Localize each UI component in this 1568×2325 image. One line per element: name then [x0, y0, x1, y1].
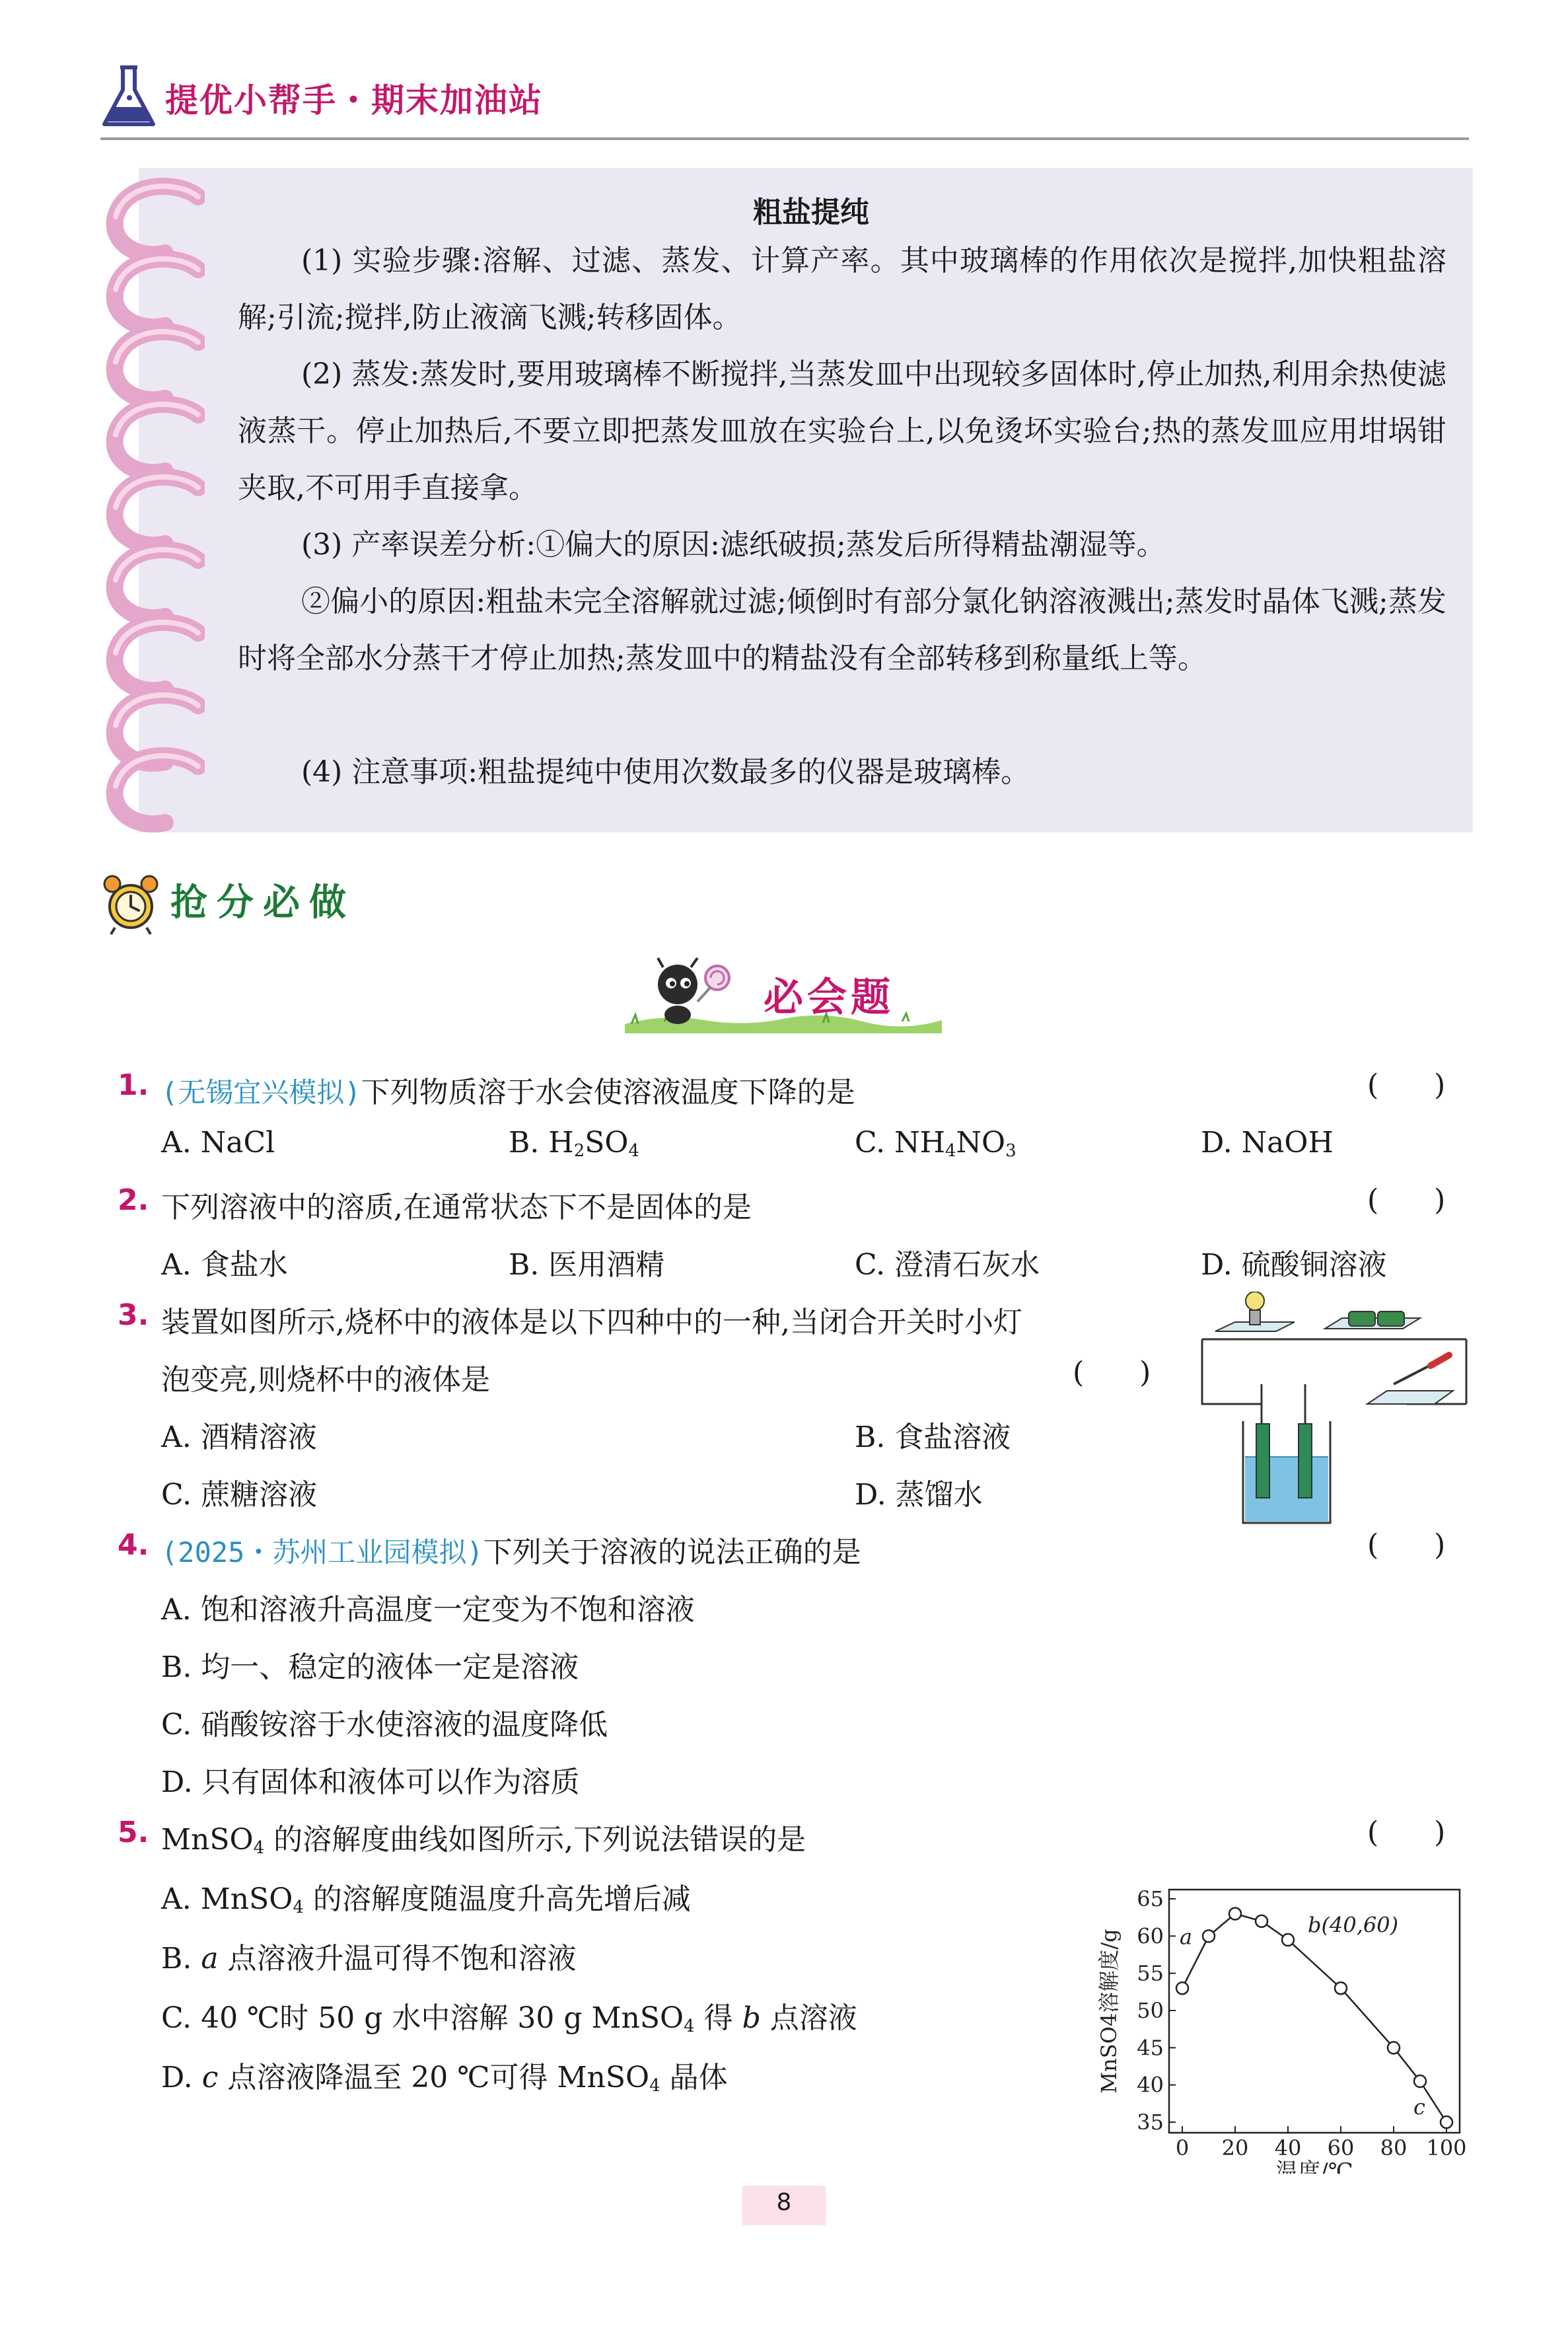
q4-option-a[interactable]: A. 饱和溶液升高温度一定变为不饱和溶液 [161, 1593, 695, 1627]
solubility-chart [1070, 1870, 1473, 2174]
q2-number: 2. [118, 1183, 149, 1217]
q5-option-a[interactable]: A. MnSO$_4$ 的溶解度随温度升高先增后减 [161, 1882, 691, 1917]
data-point [1229, 1908, 1241, 1920]
section-title: 抢分必做 [170, 881, 355, 924]
y-axis-label: MnSO4溶解度/g [1096, 1929, 1122, 2094]
q5-option-b[interactable]: B. a 点溶液升温可得不饱和溶液 [161, 1942, 577, 1975]
q3-option-d[interactable]: D. 蒸馏水 [855, 1478, 983, 1512]
x-tick-label: 40 [1274, 2135, 1302, 2160]
q4-stem: (2025・苏州工业园模拟)下列关于溶液的说法正确的是 [161, 1535, 861, 1569]
q5-number: 5. [118, 1816, 149, 1849]
solubility-curve [1182, 1914, 1446, 2123]
header-divider [100, 137, 1469, 140]
x-axis-label: 温度/℃ [1275, 2159, 1353, 2174]
q1-option-d[interactable]: D. NaOH [1201, 1126, 1334, 1160]
q3-answer-blank[interactable]: ( ) [1073, 1356, 1151, 1389]
header-title: 提优小帮手・期末加油站 [165, 81, 543, 120]
q3-option-a[interactable]: A. 酒精溶液 [161, 1421, 317, 1454]
q3-option-c[interactable]: C. 蔗糖溶液 [161, 1478, 318, 1512]
point-annotation: a [1180, 1924, 1193, 1950]
q4-answer-blank[interactable]: ( ) [1367, 1528, 1446, 1562]
q4-source: (2025・苏州工业园模拟) [161, 1536, 483, 1568]
q5-stem: MnSO$_4$ 的溶解度曲线如图所示,下列说法错误的是 [161, 1823, 806, 1858]
y-tick-label: 40 [1137, 2072, 1164, 2098]
data-point [1176, 1982, 1188, 1994]
page-number: 8 [776, 2189, 792, 2216]
x-tick-label: 60 [1327, 2135, 1355, 2160]
circuit-diagram [1195, 1292, 1479, 1530]
knowledge-paragraph-2: (2) 蒸发:蒸发时,要用玻璃棒不断搅拌,当蒸发皿中出现较多固体时,停止加热,利用余热使滤液蒸干。停止加热后,不要立即把蒸发皿放在实验台上,以免烫坏实验台;热的蒸发皿应用坩埚钳夹取,不可用手直接拿。 [238, 357, 1446, 505]
q3-stem-line1: 装置如图所示,烧杯中的液体是以下四种中的一种,当闭合开关时小灯 [161, 1306, 1022, 1339]
data-point [1203, 1930, 1215, 1942]
knowledge-title: 粗盐提纯 [753, 196, 869, 229]
q4-option-b[interactable]: B. 均一、稳定的液体一定是溶液 [161, 1650, 579, 1684]
q1-number: 1. [118, 1068, 149, 1102]
q2-option-d[interactable]: D. 硫酸铜溶液 [1201, 1248, 1387, 1282]
q1-answer-blank[interactable]: ( ) [1367, 1068, 1446, 1102]
y-tick-label: 45 [1137, 2035, 1164, 2061]
q1-option-b[interactable]: B. $H_2SO_4$ [509, 1126, 639, 1161]
knowledge-paragraph-3: (3) 产率误差分析:①偏大的原因:滤纸破损;蒸发后所得精盐潮湿等。 [301, 528, 1166, 562]
data-point [1388, 2042, 1400, 2053]
y-tick-label: 55 [1137, 1960, 1164, 1986]
q1-stem: (无锡宜兴模拟)下列物质溶于水会使溶液温度下降的是 [161, 1076, 855, 1109]
knowledge-paragraph-4: ②偏小的原因:粗盐未完全溶解就过滤;倾倒时有部分氯化钠溶液溅出;蒸发时晶体飞溅;蒸发时将全部水分蒸干才停止加热;蒸发皿中的精盐没有全部转移到称量纸上等。 [238, 585, 1446, 675]
q4-number: 4. [118, 1528, 149, 1562]
flask-logo-icon [99, 63, 159, 129]
point-annotation: b(40,60) [1308, 1912, 1399, 1938]
q1-source: (无锡宜兴模拟) [161, 1076, 361, 1109]
y-tick-label: 60 [1137, 1923, 1164, 1949]
q2-stem: 下列溶液中的溶质,在通常状态下不是固体的是 [161, 1191, 752, 1224]
q1-option-c[interactable]: C. $NH_4NO_3$ [855, 1126, 1016, 1161]
q3-option-b[interactable]: B. 食盐溶液 [855, 1421, 1011, 1454]
y-tick-label: 50 [1137, 1998, 1164, 2023]
point-annotation: c [1413, 2094, 1425, 2120]
q2-option-a[interactable]: A. 食盐水 [161, 1248, 288, 1282]
y-tick-label: 35 [1137, 2110, 1164, 2135]
x-tick-label: 100 [1426, 2135, 1467, 2160]
data-point [1282, 1934, 1294, 1946]
q4-option-d[interactable]: D. 只有固体和液体可以作为溶质 [161, 1765, 580, 1799]
q5-option-d[interactable]: D. c 点溶液降温至 20 ℃可得 MnSO$_4$ 晶体 [161, 2061, 728, 2096]
q5-answer-blank[interactable]: ( ) [1367, 1816, 1446, 1849]
q4-option-c[interactable]: C. 硝酸铵溶于水使溶液的温度降低 [161, 1708, 608, 1742]
data-point [1335, 1982, 1347, 1994]
x-tick-label: 80 [1380, 2135, 1408, 2160]
y-tick-label: 65 [1137, 1886, 1164, 1911]
x-tick-label: 20 [1221, 2135, 1249, 2160]
q3-number: 3. [118, 1298, 149, 1332]
q1-option-a[interactable]: A. NaCl [161, 1126, 275, 1160]
q3-stem-line2: 泡变亮,则烧杯中的液体是 [161, 1363, 490, 1397]
data-point [1441, 2116, 1452, 2128]
solubility-chart-svg [1070, 1870, 1473, 2174]
q2-answer-blank[interactable]: ( ) [1367, 1183, 1446, 1217]
data-point [1414, 2075, 1426, 2087]
q5-option-c[interactable]: C. 40 ℃时 50 g 水中溶解 30 g MnSO$_4$ 得 b 点溶液 [161, 2001, 857, 2036]
knowledge-paragraph-5: (4) 注意事项:粗盐提纯中使用次数最多的仪器是玻璃棒。 [301, 755, 1030, 789]
q2-option-c[interactable]: C. 澄清石灰水 [855, 1248, 1040, 1282]
q2-option-b[interactable]: B. 医用酒精 [509, 1248, 665, 1282]
data-point [1256, 1915, 1267, 1927]
alarm-clock-icon [99, 869, 162, 936]
knowledge-paragraph-1: (1) 实验步骤:溶解、过滤、蒸发、计算产率。其中玻璃棒的作用依次是搅拌,加快粗盐溶解;引流;搅拌,防止液滴飞溅;转移固体。 [238, 244, 1446, 334]
x-tick-label: 0 [1175, 2135, 1190, 2160]
must-do-subtitle: 必会题 [764, 975, 894, 1021]
